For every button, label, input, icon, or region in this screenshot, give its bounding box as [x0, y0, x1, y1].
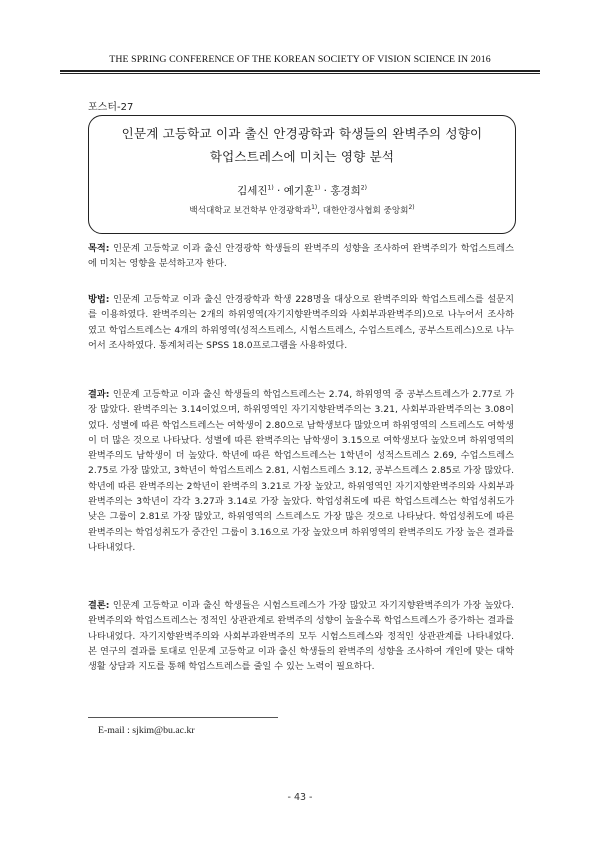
- author-2-affil-mark: 1): [314, 184, 321, 192]
- affiliation-2: 대한안경사협회 중앙회: [322, 206, 409, 216]
- footnote-rule: [88, 717, 278, 718]
- title-line-1: 인문계 고등학교 이과 출신 안경광학과 학생들의 완벽주의 성향이: [121, 126, 483, 141]
- author-1-affil-mark: 1): [267, 184, 274, 192]
- page-number: - 43 -: [287, 792, 313, 803]
- title-line-2: 학업스트레스에 미치는 영향 분석: [209, 149, 395, 164]
- poster-label: 포스터-27: [88, 102, 134, 113]
- affiliation-1: 백석대학교 보건학부 안경광학과: [189, 206, 312, 216]
- conclusion-text: 인문계 고등학교 이과 출신 학생들은 시험스트레스가 가장 많았고 자기지향완벽주의가 가장 높았다. 완벽주의와 학업스트레스는 정적인 상관관계로 완벽주의 성향이 높을수록 학업스트레스가 증가하는 결과를 나타내었다. 자기지향완벽주의와 사회부과완벽주의 모두 시험스트레스와 정적인 상관관계를 나타내었다. 본 연구의 결과를 토대로 인문계 고등학교 이과 출신 학생들의 완벽주의 성향을 조사하여 개인에 맞는 대학생활 상담과 지도를 통해 학업스트레스를 줄일 수 있는 노력이 필요하다.: [88, 600, 514, 673]
- purpose-section: [88, 241, 514, 272]
- title-box: [88, 115, 516, 234]
- results-label: 결과:: [88, 389, 110, 400]
- methods-section: [88, 292, 514, 353]
- affiliation-1-mark: 1): [311, 204, 318, 212]
- author-separator: ·: [320, 185, 331, 197]
- author-3-affil-mark: 2): [360, 184, 367, 192]
- author-separator: ·: [273, 185, 284, 197]
- author-2-name: 예기훈: [283, 185, 315, 197]
- email-footnote: E-mail : sjkim@bu.ac.kr: [98, 725, 195, 736]
- author-1-name: 김세진: [237, 185, 268, 197]
- affiliation-list: [89, 204, 515, 216]
- author-3-name: 홍경희: [330, 185, 361, 197]
- methods-label: 방법:: [88, 294, 110, 305]
- purpose-label: 목적:: [88, 243, 110, 254]
- results-section: [88, 387, 514, 555]
- conference-header: THE SPRING CONFERENCE OF THE KOREAN SOCIETY OF VISION SCIENCE IN 2016: [109, 54, 491, 65]
- author-list: [89, 183, 515, 198]
- methods-text: 인문계 고등학교 이과 출신 안경광학과 학생 228명을 대상으로 완벽주의와 학업스트레스를 설문지를 이용하였다. 완벽주의는 2개의 하위영역(자기지향완벽주의와 사회부과완벽주의)으로 나누어서 조사하였고 학업스트레스는 4개의 하위영역(성적스트레스, 시험스트레스, 수업스트레스, 공부스트레스)으로 나누어서 조사하였다. 통계처리는 SPSS 18.0프로그램을 사용하였다.: [88, 294, 514, 351]
- affiliation-separator: ,: [317, 206, 323, 216]
- conclusion-section: [88, 598, 514, 674]
- header-rule-thin: [60, 73, 540, 74]
- header-rule-thick: [60, 70, 540, 72]
- conclusion-label: 결론:: [88, 600, 110, 611]
- affiliation-2-mark: 2): [408, 204, 415, 212]
- purpose-text: 인문계 고등학교 이과 출신 안경광학 학생들의 완벽주의 성향을 조사하여 완벽주의가 학업스트레스에 미치는 영향을 분석하고자 한다.: [88, 243, 514, 270]
- results-text: 인문계 고등학교 이과 출신 학생들의 학업스트레스는 2.74, 하위영역 중 공부스트레스가 2.77로 가장 많았다. 완벽주의는 3.14이었으며, 하위영역인 자기지향완벽주의는 3.21, 사회부과완벽주의는 3.08이었다. 성별에 따른 학업스트레스는 여학생이 2.80으로 남학생보다 많았으며 하위영역의 스트레스도 여학생이 더 많은 것으로 나타났다. 성별에 따른 완벽주의는 남학생이 3.15으로 여학생보다 높았으며 하위영역의 완벽주의도 남학생이 더 높았다. 학년에 따른 학업스트레스는 1학년이 성적스트레스 2.69, 수업스트레스 2.75로 가장 많았고, 3학년이 학업스트레스 2.81, 시험스트레스 3.12, 공부스트레스 2.85로 가장 많았다. 학년에 따른 완벽주의는 2학년이 완벽주의 3.21로 가장 높았고, 하위영역인 자기지향완벽주의와 사회부과완벽주의는 3학년이 각각 3.27과 3.14로 가장 높았다. 학업성취도에 따른 학업스트레스는 학업성취도가 낮은 그룹이 2.81로 가장 많았고, 하위영역의 스트레스도 가장 많은 것으로 나타났다. 학업성취도에 따른 완벽주의는 학업성취도가 중간인 그룹이 3.16으로 가장 높았으며 하위영역의 완벽주의도 가장 높은 결과를 나타내었다.: [88, 389, 514, 553]
